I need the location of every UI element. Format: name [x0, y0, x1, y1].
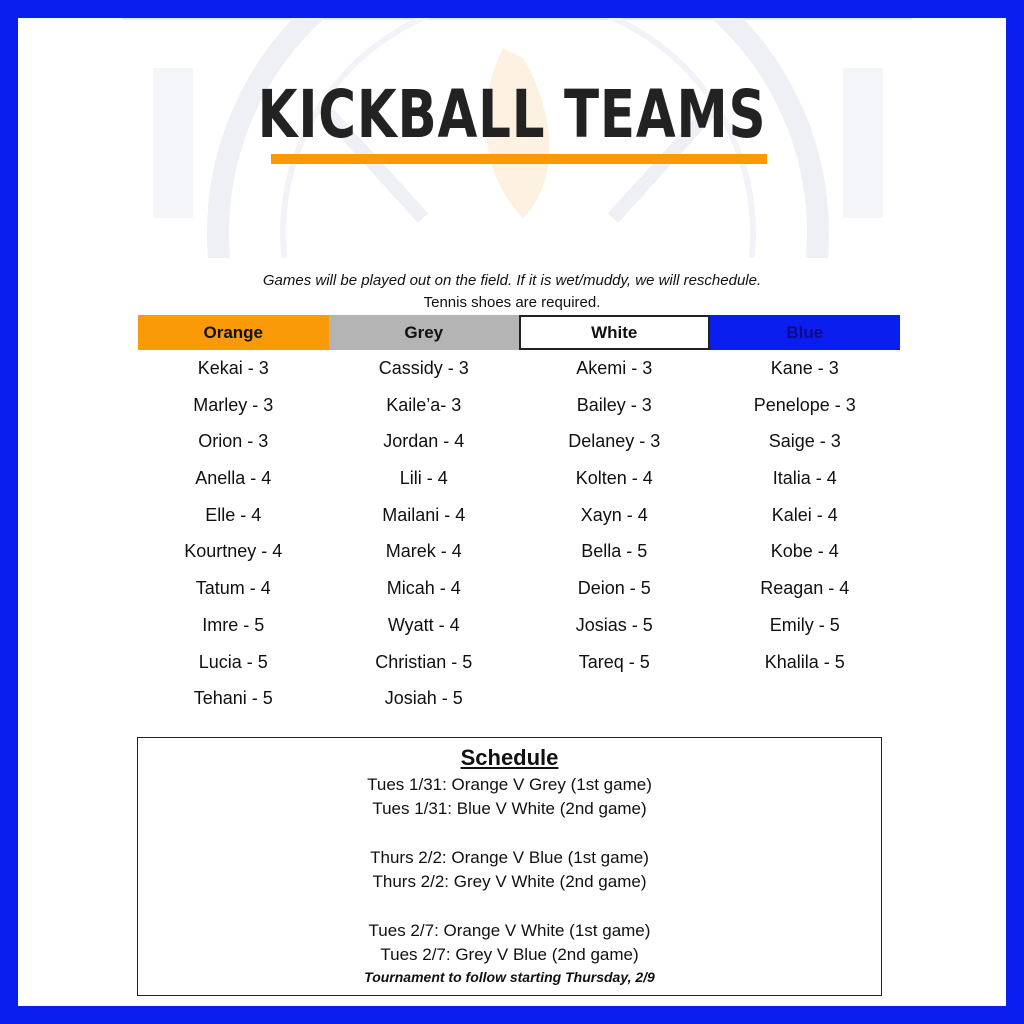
player-item: Imre - 5 [202, 614, 265, 635]
player-item: Kekai - 3 [197, 358, 269, 378]
player-item: Saige - 3 [768, 431, 841, 452]
schedule-box [137, 737, 882, 996]
team-header-white: White [519, 315, 710, 350]
player-item: Mailani - 4 [382, 504, 466, 525]
player-item: Lili - 4 [399, 468, 448, 489]
player-item: Kane - 3 [770, 358, 839, 378]
player-item: Josias - 5 [575, 614, 653, 635]
player-item: Tatum - 4 [195, 578, 271, 599]
teams-table [138, 315, 900, 717]
player-item: Kolten - 4 [575, 468, 653, 489]
player-item: Reagan - 4 [760, 578, 850, 599]
player-item: Cassidy - 3 [378, 358, 469, 378]
schedule-spacer [138, 822, 881, 846]
player-item: Marley - 3 [193, 394, 274, 415]
player-item: Delaney - 3 [568, 431, 661, 452]
player-item: Lucia - 5 [198, 651, 268, 672]
team-header-blue: Blue [710, 315, 901, 350]
player-item: Kobe - 4 [770, 541, 839, 562]
notice-line-weather: Games will be played out on the field. If it is wet/muddy, we will reschedule. [262, 272, 762, 289]
team-header-orange: Orange [138, 315, 329, 350]
player-item: Kalei - 4 [771, 504, 838, 525]
schedule-line: Tues 2/7: Orange V White (1st game) [368, 920, 651, 940]
player-item: Christian - 5 [375, 651, 473, 672]
player-item: Deion - 5 [577, 578, 651, 599]
team-column-grey [329, 315, 520, 717]
schedule-title: Schedule [460, 745, 559, 770]
team-header-grey: Grey [329, 315, 520, 350]
player-item: Wyatt - 4 [387, 614, 460, 635]
schedule-line: Thurs 2/2: Orange V Blue (1st game) [370, 847, 649, 867]
team-column-orange [138, 315, 329, 717]
player-item: Penelope - 3 [753, 394, 856, 415]
player-item: Kaile’a- 3 [386, 394, 462, 415]
title-underline [271, 154, 767, 164]
player-item: Bailey - 3 [576, 394, 652, 415]
document-page [18, 18, 1006, 1006]
player-item: Orion - 3 [198, 431, 269, 452]
schedule-line: Tues 1/31: Orange V Grey (1st game) [367, 775, 652, 794]
player-item: Jordan - 4 [383, 431, 465, 452]
player-item: Elle - 4 [205, 504, 262, 525]
player-item: Tareq - 5 [578, 651, 650, 672]
player-item: Khalila - 5 [764, 651, 845, 672]
player-item: Emily - 5 [769, 614, 840, 635]
player-item: Akemi - 3 [576, 358, 653, 378]
player-item: Anella - 4 [195, 468, 272, 489]
schedule-line: Tues 1/31: Blue V White (2nd game) [372, 799, 647, 819]
schedule-line: Thurs 2/2: Grey V White (2nd game) [372, 872, 647, 892]
player-item: Bella - 5 [581, 541, 648, 562]
player-item: Italia - 4 [772, 468, 837, 489]
team-column-blue [710, 315, 901, 717]
player-item: Kourtney - 4 [184, 541, 283, 562]
notice-line-shoes: Tennis shoes are required. [423, 294, 601, 311]
player-item: Micah - 4 [386, 578, 461, 599]
player-item: Tehani - 5 [193, 688, 273, 709]
schedule-spacer [138, 894, 881, 918]
player-item: Marek - 4 [385, 541, 462, 562]
player-item: Xayn - 4 [580, 504, 648, 525]
page-title: KICKBALL TEAMS [257, 76, 767, 153]
schedule-footer-note: Tournament to follow starting Thursday, 2/9 [364, 969, 655, 986]
player-item: Josiah - 5 [384, 688, 463, 709]
schedule-line: Tues 2/7: Grey V Blue (2nd game) [380, 945, 639, 965]
notice [18, 270, 1006, 314]
team-column-white [519, 315, 710, 717]
